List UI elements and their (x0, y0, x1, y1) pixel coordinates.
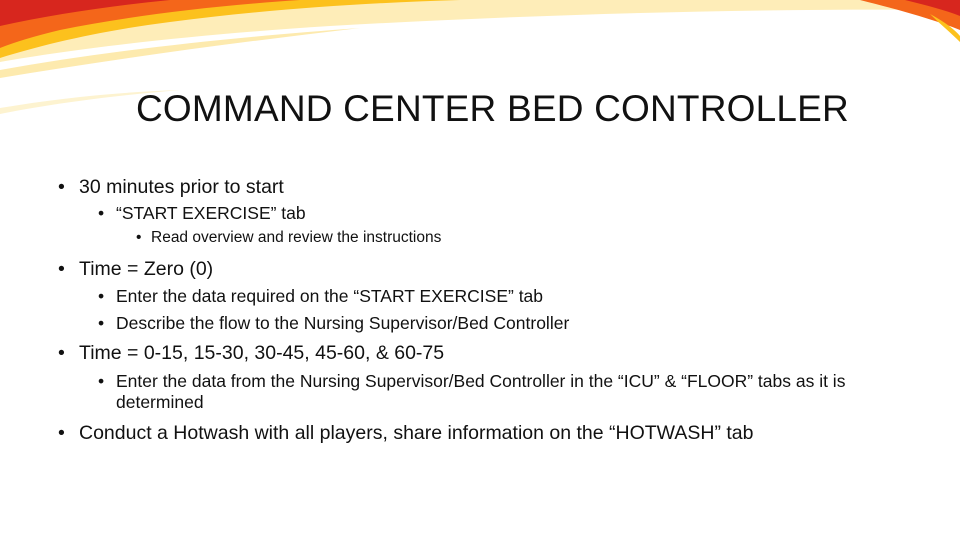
sub-bullet-start-exercise (58, 203, 918, 224)
bullet-dot: • (58, 176, 65, 198)
bullet-30-minutes (58, 176, 918, 199)
bullet-text: Enter the data from the Nursing Supervisor/Bed Controller in the “ICU” & “FLOOR” tabs as it is determined (116, 370, 846, 412)
bullet-dot: • (98, 313, 105, 334)
bullet-hotwash (58, 422, 918, 445)
sub-sub-bullet-overview (58, 229, 918, 248)
bullet-time-zero (58, 258, 918, 281)
bullet-dot: • (58, 421, 65, 444)
bullet-text: Enter the data required on the “START EXERCISE” tab (116, 286, 544, 307)
bullet-text: Describe the flow to the Nursing Supervisor/Bed Controller (116, 313, 570, 334)
sub-bullet-enter-icu-floor (58, 371, 906, 413)
bullet-text: “START EXERCISE” tab (116, 203, 306, 224)
sub-bullet-enter-data (58, 286, 918, 307)
bullet-dot: • (98, 370, 105, 391)
bullet-text: Read overview and review the instructions (151, 229, 442, 247)
bullet-text: Time = 0-15, 15-30, 30-45, 45-60, & 60-75 (79, 342, 445, 365)
bullet-text: Conduct a Hotwash with all players, share information on the “HOTWASH” tab (79, 421, 754, 444)
bullet-list (58, 176, 918, 445)
bullet-dot: • (58, 257, 65, 280)
bullet-text: 30 minutes prior to start (79, 176, 284, 198)
bullet-dot: • (98, 286, 105, 307)
slide-title: COMMAND CENTER BED CONTROLLER (136, 88, 849, 129)
bullet-dot: • (98, 203, 105, 224)
bullet-dot: • (58, 342, 65, 365)
bullet-time-intervals (58, 342, 918, 365)
bullet-dot: • (136, 229, 142, 247)
sub-bullet-describe-flow (58, 313, 918, 334)
bullet-text: Time = Zero (0) (79, 257, 214, 280)
